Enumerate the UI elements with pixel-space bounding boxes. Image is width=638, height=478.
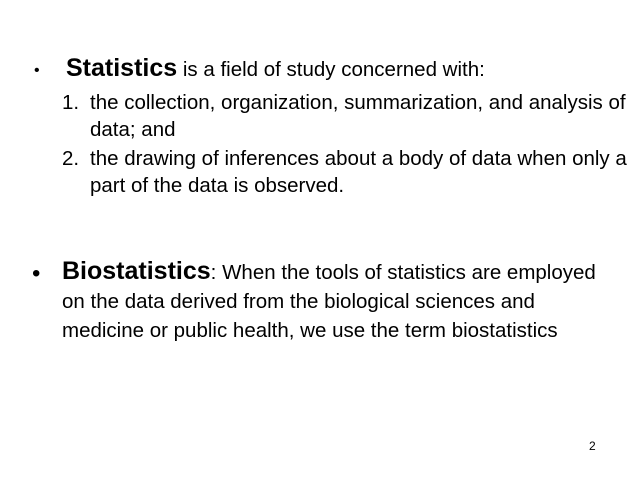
bullet-marker: • bbox=[34, 62, 40, 79]
list-item bbox=[62, 145, 632, 199]
list-item-text: the drawing of inferences about a body of data when only a part of the data is observed. bbox=[90, 147, 627, 197]
page-number: 2 bbox=[589, 439, 596, 453]
list-item bbox=[62, 89, 632, 143]
list-item-text: the collection, organization, summarization, and analysis of data; and bbox=[90, 91, 626, 141]
statistics-definition-line bbox=[66, 52, 485, 86]
term-statistics: Statistics bbox=[66, 54, 178, 82]
bullet-marker: • bbox=[32, 260, 41, 287]
statistics-intro: is a field of study concerned with: bbox=[177, 58, 485, 81]
list-item-number: 2. bbox=[62, 147, 80, 170]
term-colon: : bbox=[210, 261, 217, 284]
statistics-numbered-list bbox=[62, 89, 632, 201]
biostatistics-text: When the tools of statistics are employed on the data derived from the biological sciences and medicine or public health, we use the term biostatistics bbox=[62, 261, 596, 342]
list-item-number: 1. bbox=[62, 91, 80, 114]
biostatistics-definition bbox=[62, 257, 622, 345]
term-biostatistics: Biostatistics bbox=[62, 257, 211, 285]
